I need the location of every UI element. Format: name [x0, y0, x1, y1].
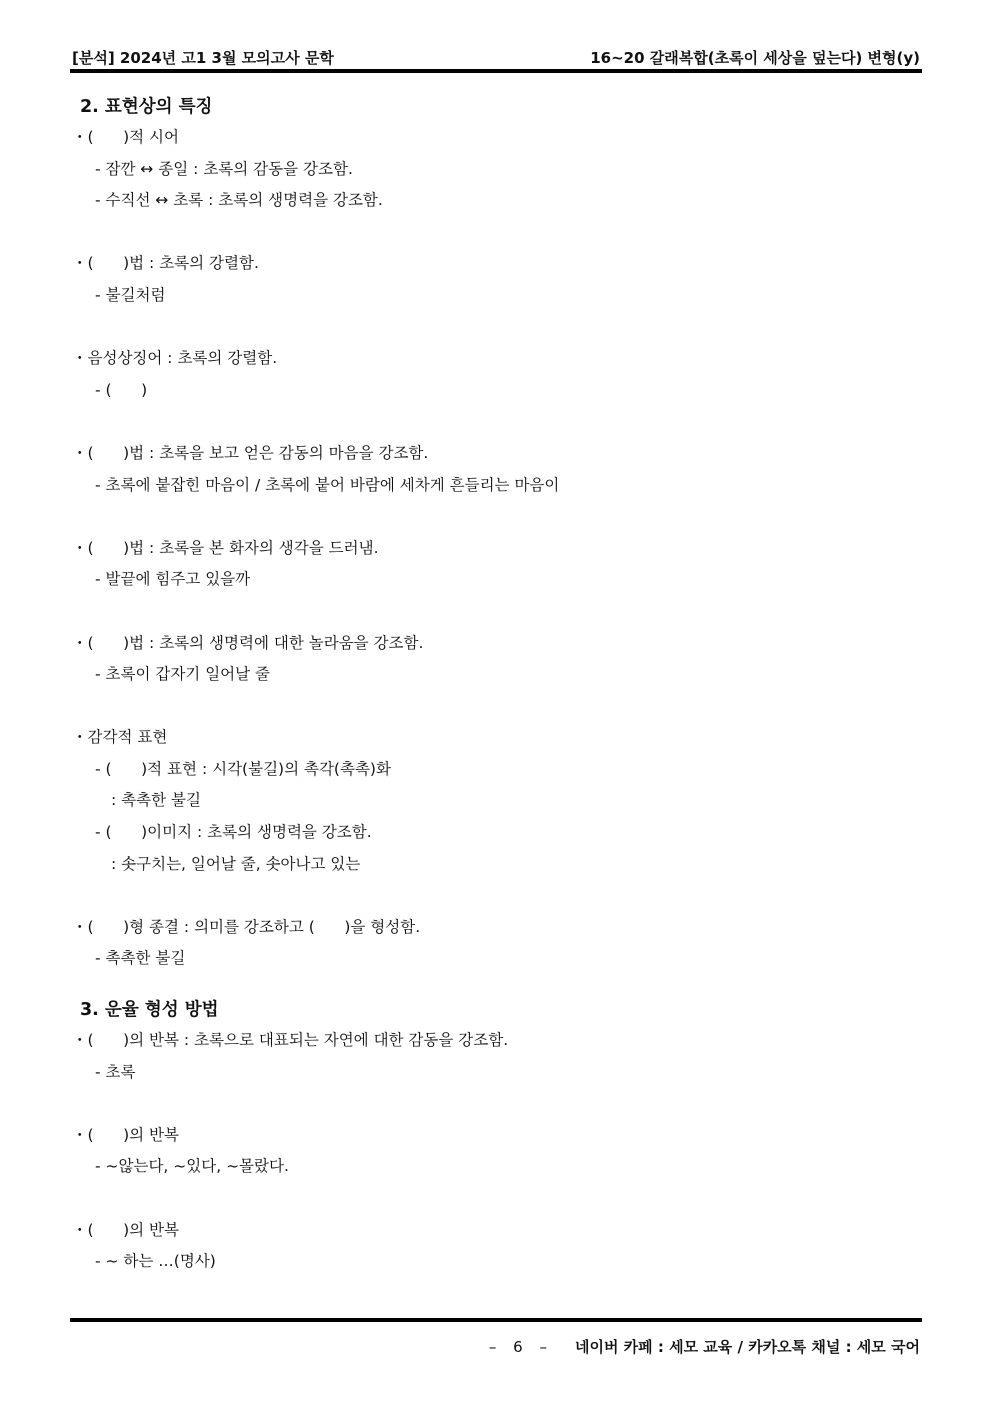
- sub-line: - ( )적 표현 : 시각(불길)의 촉각(촉촉)화: [95, 759, 391, 778]
- page-number: – 6 –: [488, 1337, 553, 1356]
- section-title-rhythm: 3. 운율 형성 방법: [80, 1000, 219, 1021]
- page-footer: [489, 1336, 920, 1357]
- bullet-line: ・( )의 반복: [72, 1125, 180, 1144]
- bullet-line: ・( )법 : 초록의 강렬함.: [72, 254, 259, 273]
- example-line: : 촉촉한 불길: [111, 791, 201, 810]
- footer-rule: [70, 1318, 922, 1322]
- sub-line: - 초록: [95, 1062, 136, 1081]
- bullet-line: ・( )법 : 초록을 본 화자의 생각을 드러냄.: [72, 538, 379, 557]
- bullet-line: ・감각적 표현: [72, 728, 168, 747]
- header-left: [분석] 2024년 고1 3월 모의고사 문학: [72, 49, 334, 67]
- sub-line: - ~않는다, ~있다, ~몰랐다.: [95, 1157, 289, 1176]
- sub-line: - ( ): [95, 380, 148, 399]
- header-rule: [70, 69, 922, 73]
- sub-line: - ~ 하는 …(명사): [95, 1252, 216, 1271]
- page-header: [72, 40, 920, 68]
- header-right: 16~20 갈래복합(초록이 세상을 덮는다) 변형(y): [590, 49, 920, 67]
- sub-line: - 발끝에 힘주고 있을까: [95, 570, 251, 589]
- sub-line: - 초록이 갑자기 일어날 줄: [95, 665, 271, 684]
- bullet-line: ・( )법 : 초록을 보고 얻은 감동의 마음을 강조함.: [72, 443, 429, 462]
- sub-line: - 초록에 붙잡힌 마음이 / 초록에 붙어 바람에 세차게 흔들리는 마음이: [95, 475, 560, 494]
- example-line: : 솟구치는, 일어날 줄, 솟아나고 있는: [111, 854, 361, 873]
- sub-line: - ( )이미지 : 초록의 생명력을 강조함.: [95, 823, 372, 842]
- sub-line: - 수직선 ↔ 초록 : 초록의 생명력을 강조함.: [95, 191, 383, 210]
- bullet-line: ・( )형 종결 : 의미를 강조하고 ( )을 형성함.: [72, 917, 421, 936]
- bullet-line: ・음성상징어 : 초록의 강렬함.: [72, 349, 278, 368]
- sub-line: - 불길처럼: [95, 285, 166, 304]
- sub-line: - 촉촉한 불길: [95, 949, 186, 968]
- bullet-line: ・( )법 : 초록의 생명력에 대한 놀라움을 강조함.: [72, 633, 424, 652]
- footer-info: 네이버 카페 : 세모 교육 / 카카오톡 채널 : 세모 국어: [574, 1338, 920, 1356]
- section-title-expression: 2. 표현상의 특징: [80, 97, 213, 117]
- bullet-line: ・( )적 시어: [72, 128, 180, 146]
- bullet-line: ・( )의 반복 : 초록으로 대표되는 자연에 대한 감동을 강조함.: [72, 1031, 509, 1050]
- sub-line: - 잠깐 ↔ 종일 : 초록의 감동을 강조함.: [95, 159, 353, 178]
- page-content: [72, 92, 920, 1278]
- bullet-line: ・( )의 반복: [72, 1220, 180, 1239]
